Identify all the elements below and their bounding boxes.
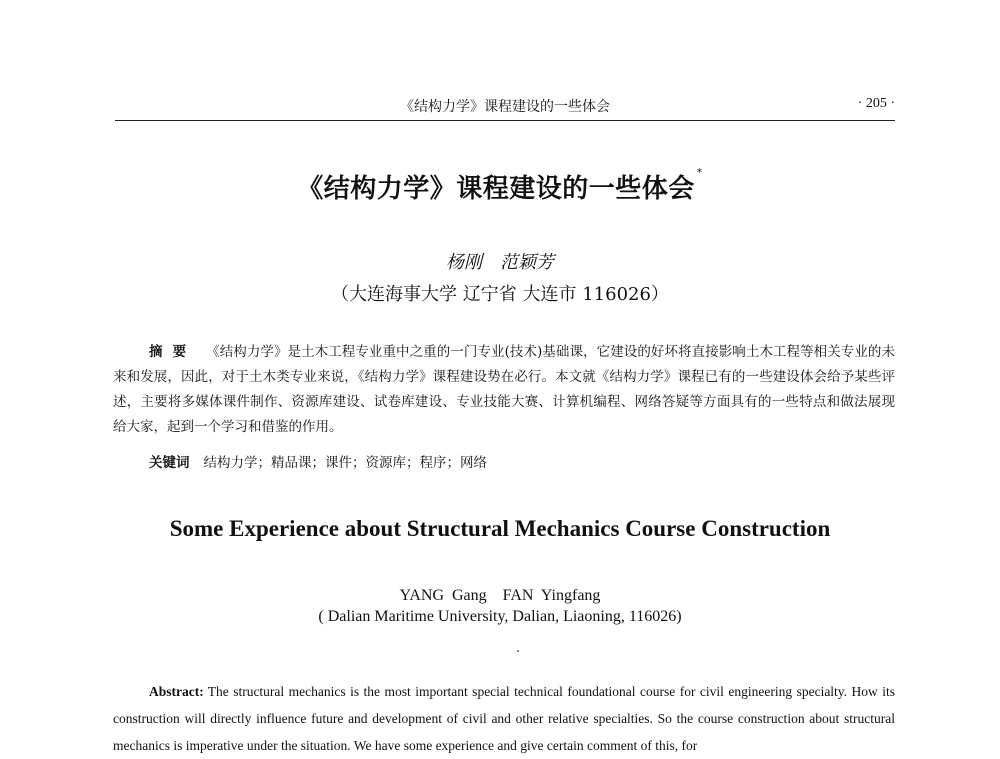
chinese-title-text: 《结构力学》课程建设的一些体会 [297, 174, 695, 204]
english-title: Some Experience about Structural Mechanics Course Construction [169, 516, 831, 541]
running-header [115, 90, 895, 121]
running-title: 《结构力学》课程建设的一些体会 [400, 99, 610, 115]
english-abstract-label: Abstract: [149, 684, 204, 699]
english-affiliation: ( Dalian Maritime University, Dalian, Liaoning, 116026) [318, 608, 682, 625]
chinese-title [100, 168, 900, 205]
separator-dot [517, 650, 519, 652]
page-number: · 205 · [857, 96, 895, 111]
chinese-affiliation: （大连海事大学 辽宁省 大连市 116026） [331, 284, 669, 305]
chinese-keywords-text: 结构力学；精品课；课件；资源库；程序；网络 [203, 455, 487, 471]
english-abstract [113, 678, 895, 759]
chinese-abstract [113, 340, 895, 440]
chinese-abstract-text: 《结构力学》是土木工程专业重中之重的一门专业(技术)基础课，它建设的好坏将直接影响土木工程等相关专业的未来和发展，因此，对于土木类专业来说，《结构力学》课程建设势在必行。本文就《结构力学》课程已有的一些建设体会给予某些评述，主要将多媒体课件制作、资源库建设、试卷库建设、专业技能大赛、计算机编程、网络答疑等方面具有的一些特点和做法展现给大家，起到一个学习和借鉴的作用。 [113, 344, 895, 435]
english-abstract-text: The structural mechanics is the most important special technical foundational course for civil engineering specialty. How its construction will directly influence future and development of civil and other relative specialties. So the course construction about structural mechanics is imperative under the situation. We have some experience and give certain comment of this, for [113, 684, 895, 753]
english-authors: YANG Gang FAN Yingfang [399, 587, 601, 604]
chinese-keywords-label: 关键词 [149, 455, 190, 471]
chinese-authors: 杨刚 范颖芳 [446, 252, 554, 273]
chinese-abstract-label: 摘要 [149, 344, 197, 360]
chinese-keywords [149, 451, 895, 471]
title-footnote-mark: * [696, 166, 703, 179]
